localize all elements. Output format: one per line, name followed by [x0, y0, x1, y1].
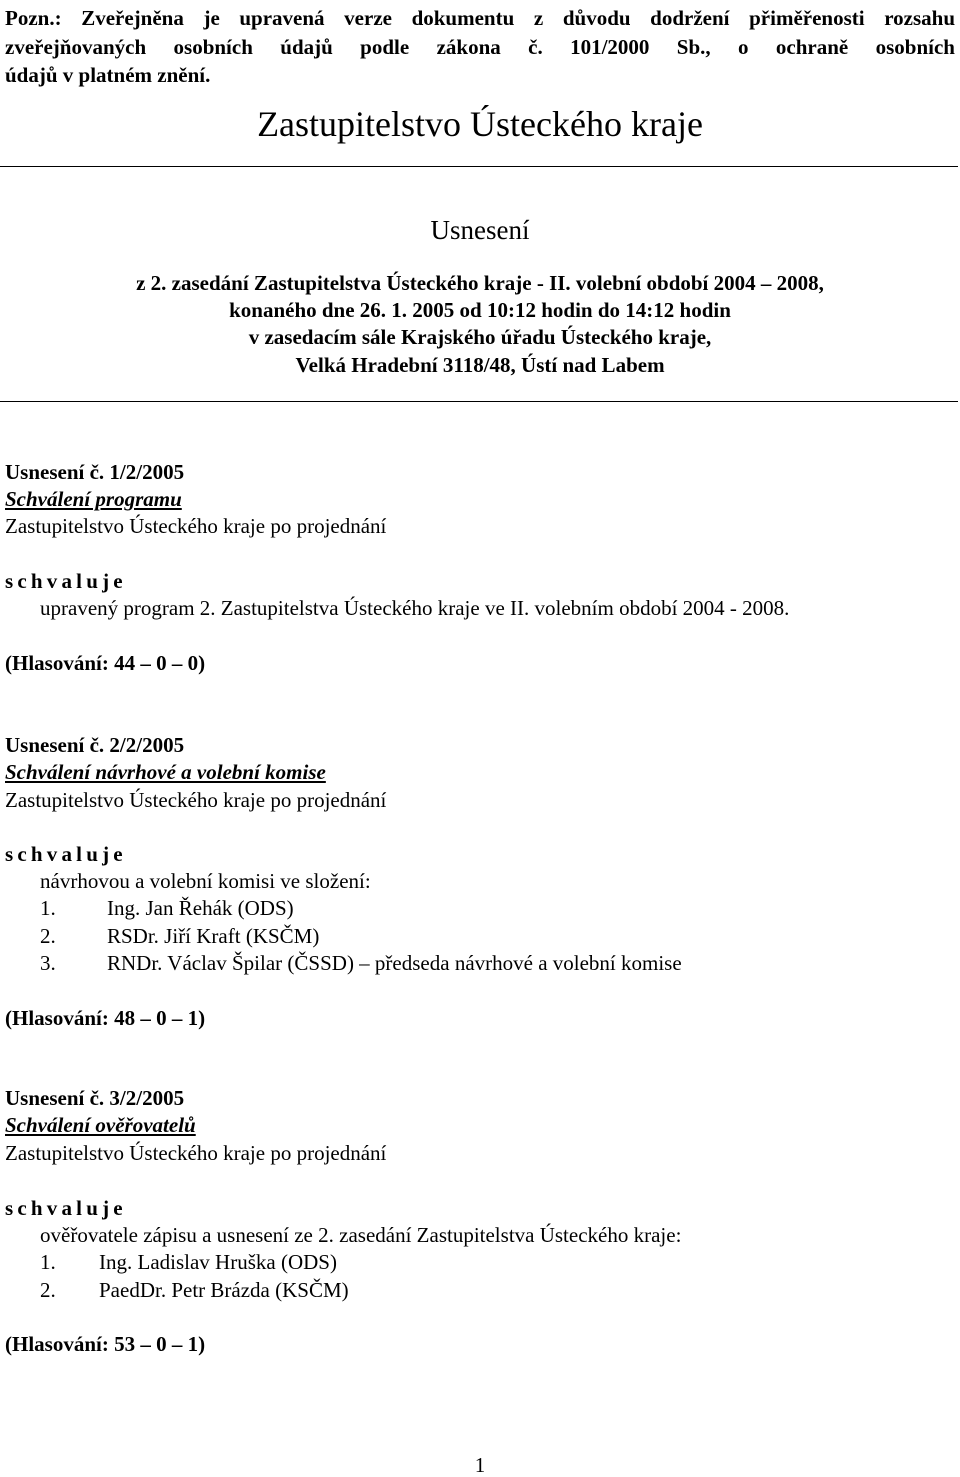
member-number: 1. — [40, 1250, 56, 1274]
resolution-verb: schvaluje — [5, 842, 127, 866]
resolution-intro: Zastupitelstvo Ústeckého kraje po projednání — [5, 788, 387, 812]
member-number: 2. — [40, 924, 56, 948]
document-heading: Usnesení — [430, 215, 530, 245]
resolution-number: Usnesení č. 3/2/2005 — [5, 1086, 185, 1110]
member-number: 2. — [40, 1278, 56, 1302]
resolution-subject: Schválení programu — [5, 487, 182, 511]
resolution-vote: (Hlasování: 53 – 0 – 1) — [5, 1332, 206, 1356]
member-number: 3. — [40, 951, 56, 975]
session-line-3: v zasedacím sále Krajského úřadu Ústeckého kraje, — [248, 325, 712, 349]
resolution-intro: Zastupitelstvo Ústeckého kraje po projednání — [5, 514, 387, 538]
resolution-vote: (Hlasování: 48 – 0 – 1) — [5, 1006, 206, 1030]
resolution-text: ověřovatele zápisu a usnesení ze 2. zasedání Zastupitelstva Ústeckého kraje: — [40, 1223, 682, 1247]
member-name: RSDr. Jiří Kraft (KSČM) — [107, 924, 320, 948]
resolution-text: upravený program 2. Zastupitelstva Ústeckého kraje ve II. volebním období 2004 - 2008. — [40, 596, 790, 620]
resolution-subject: Schválení ověřovatelů — [5, 1113, 196, 1137]
member-name: PaedDr. Petr Brázda (KSČM) — [99, 1278, 349, 1302]
page-number: 1 — [474, 1453, 486, 1477]
member-name: RNDr. Václav Špilar (ČSSD) – předseda návrhové a volební komise — [107, 951, 682, 975]
member-number: 1. — [40, 896, 56, 920]
session-line-2: konaného dne 26. 1. 2005 od 10:12 hodin do 14:12 hodin — [229, 298, 731, 322]
session-line-1: z 2. zasedání Zastupitelstva Ústeckého kraje - II. volební období 2004 – 2008, — [136, 271, 824, 295]
privacy-notice-line-1: Pozn.: Zveřejněna je upravená verze dokumentu z důvodu dodržení přiměřenosti rozsahu — [5, 6, 955, 30]
council-title: Zastupitelstvo Ústeckého kraje — [257, 104, 703, 144]
member-name: Ing. Jan Řehák (ODS) — [107, 896, 294, 920]
member-name: Ing. Ladislav Hruška (ODS) — [99, 1250, 337, 1274]
resolution-vote: (Hlasování: 44 – 0 – 0) — [5, 651, 206, 675]
title-divider — [0, 166, 958, 167]
resolution-text: návrhovou a volební komisi ve složení: — [40, 869, 371, 893]
header-divider — [0, 401, 958, 402]
resolution-number: Usnesení č. 2/2/2005 — [5, 733, 185, 757]
privacy-notice-line-2: zveřejňovaných osobních údajů podle zákona č. 101/2000 Sb., o ochraně osobních — [5, 34, 955, 59]
privacy-notice — [5, 4, 955, 90]
resolution-verb: schvaluje — [5, 1196, 127, 1220]
privacy-notice-line-3: údajů v platném znění. — [5, 63, 211, 87]
resolution-intro: Zastupitelstvo Ústeckého kraje po projednání — [5, 1141, 387, 1165]
resolution-number: Usnesení č. 1/2/2005 — [5, 460, 185, 484]
resolution-verb: schvaluje — [5, 569, 127, 593]
session-line-4: Velká Hradební 3118/48, Ústí nad Labem — [295, 353, 665, 377]
resolution-subject: Schválení návrhové a volební komise — [5, 760, 326, 784]
